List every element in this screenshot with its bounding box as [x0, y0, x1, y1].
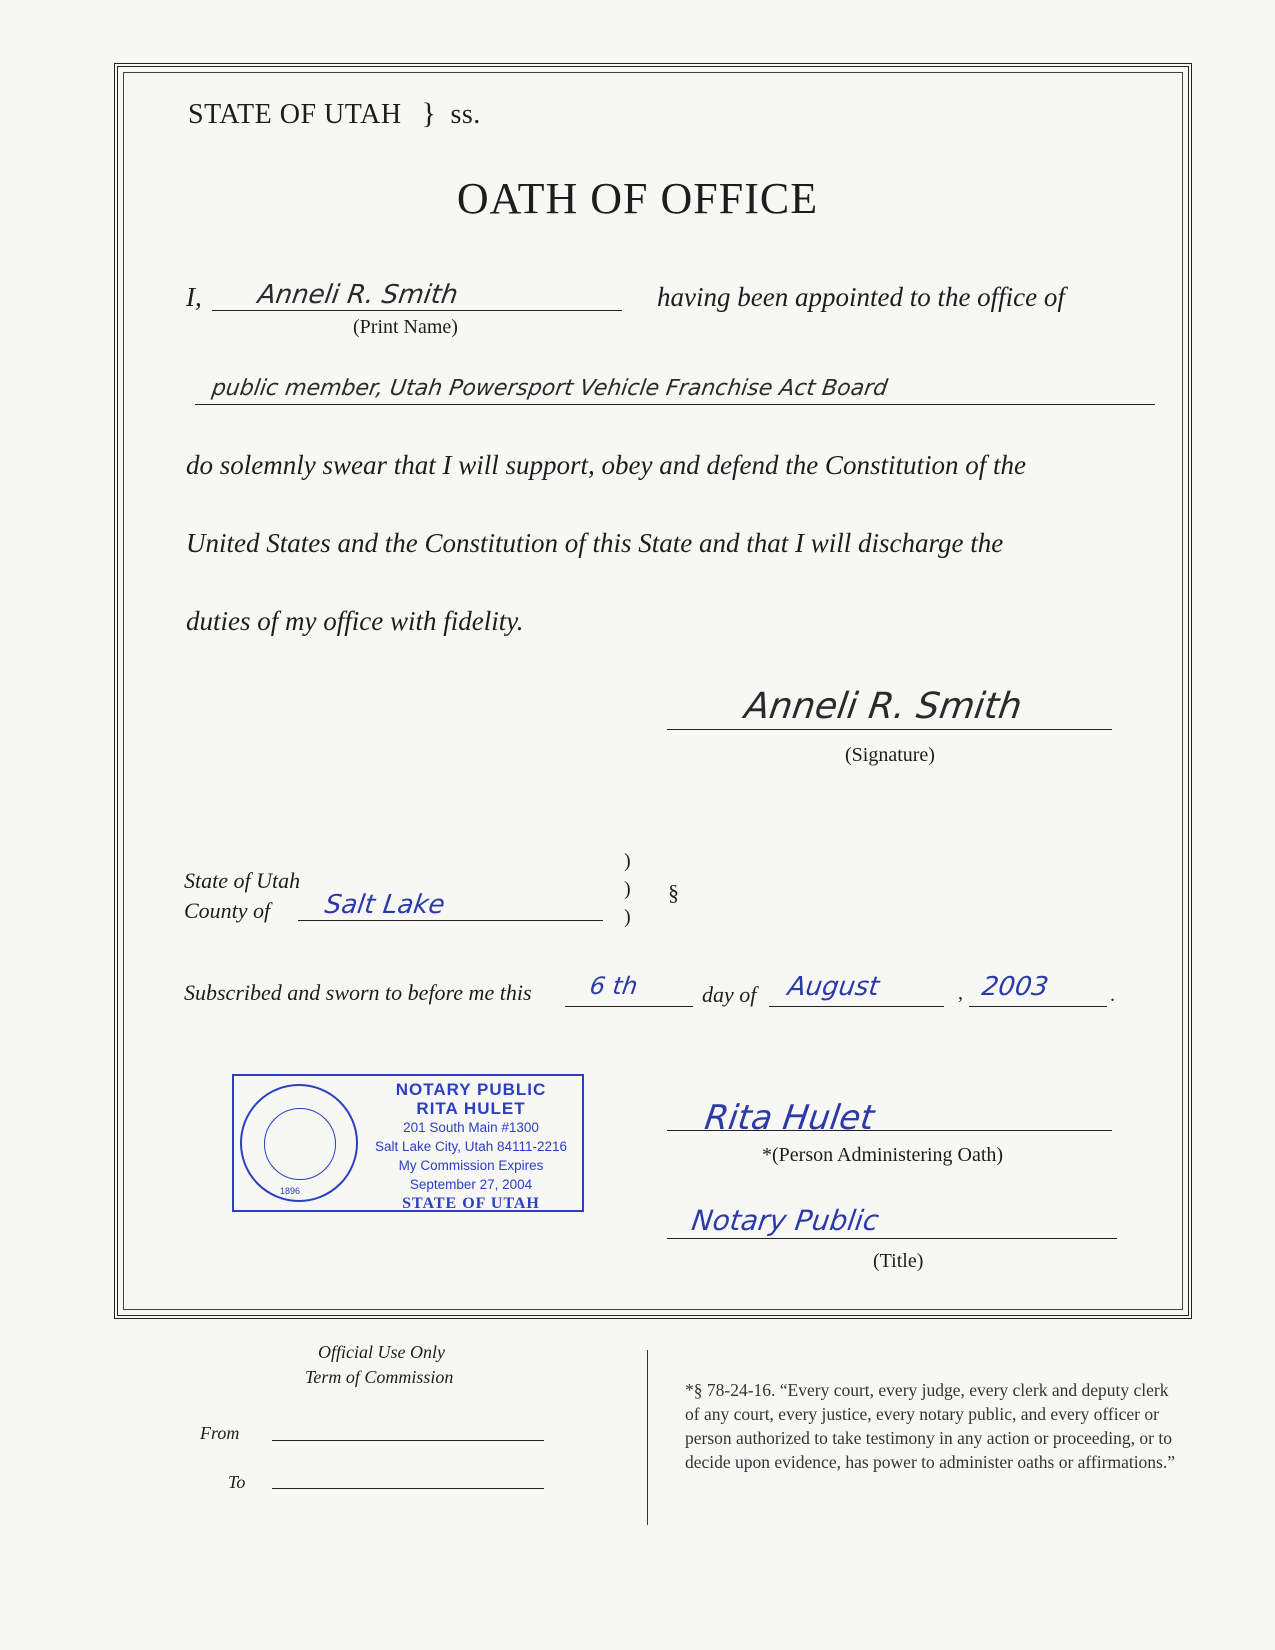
stamp-line-7: STATE OF UTAH [402, 1195, 540, 1212]
administering-signature: Rita Hulet [702, 1098, 877, 1138]
footer-divider [647, 1350, 648, 1525]
state-name: STATE OF UTAH [188, 99, 402, 130]
month-value: August [785, 972, 882, 1002]
stamp-line-3: 201 South Main #1300 [403, 1120, 539, 1135]
title-line [667, 1238, 1117, 1239]
print-name-caption: (Print Name) [353, 316, 458, 338]
venue-county-label: County of [184, 898, 271, 923]
oath-body-line-2: United States and the Constitution of this State and that I will discharge the [186, 528, 1004, 558]
appointed-text: having been appointed to the office of [657, 282, 1065, 312]
ss-label: ss. [450, 99, 481, 130]
stamp-line-4: Salt Lake City, Utah 84111-2216 [374, 1139, 568, 1154]
administering-line [667, 1130, 1112, 1131]
brace: } [421, 97, 437, 130]
page-title: OATH OF OFFICE [456, 174, 819, 223]
oath-body-line-1: do solemnly swear that I will support, obey and defend the Constitution of the [186, 450, 1026, 480]
notary-stamp [232, 1074, 584, 1212]
paren-2: ) [624, 878, 631, 900]
official-heading-2: Term of Commission [305, 1367, 454, 1387]
office-line [195, 404, 1155, 405]
paren-1: ) [624, 850, 631, 872]
section-symbol: § [668, 880, 679, 905]
state-seal [240, 1084, 358, 1202]
county-line [298, 920, 603, 921]
seal-year: 1896 [280, 1186, 301, 1196]
oath-body-line-3: duties of my office with fidelity. [186, 606, 524, 636]
official-heading-1: Official Use Only [318, 1342, 445, 1362]
stamp-line-5: My Commission Expires [398, 1158, 544, 1173]
stamp-line-6: September 27, 2004 [409, 1177, 533, 1192]
venue-state-label: State of Utah [184, 868, 301, 893]
month-line [769, 1006, 944, 1007]
signature-line [667, 729, 1112, 730]
stamp-line-1: NOTARY PUBLIC [395, 1080, 547, 1099]
from-line [272, 1440, 544, 1441]
day-line [565, 1006, 693, 1007]
signature-value: Anneli R. Smith [742, 686, 1025, 727]
year-value: 2003 [979, 972, 1051, 1002]
office-value: public member, Utah Powersport Vehicle Franchise Act Board [210, 376, 890, 401]
day-of-label: day of [702, 982, 757, 1007]
to-line [272, 1488, 544, 1489]
signature-caption: (Signature) [845, 744, 935, 766]
title-value: Notary Public [689, 1204, 881, 1237]
stamp-line-2: RITA HULET [416, 1099, 526, 1118]
to-label: To [228, 1472, 246, 1492]
county-value: Salt Lake [322, 890, 447, 920]
administering-caption: *(Person Administering Oath) [762, 1144, 1004, 1166]
day-value: 6 th [588, 972, 640, 1000]
i-label: I, [186, 282, 202, 312]
paren-3: ) [624, 906, 631, 928]
title-caption: (Title) [873, 1250, 924, 1272]
from-label: From [200, 1423, 240, 1443]
subscribed-prefix: Subscribed and sworn to before me this [184, 980, 532, 1005]
print-name-line [212, 310, 622, 311]
comma: , [958, 982, 963, 1004]
state-header [188, 97, 481, 131]
period: . [1110, 984, 1115, 1006]
statute-footnote: *§ 78-24-16. “Every court, every judge, every clerk and deputy clerk of any court, every justice, every notary public, and every officer or person authorized to take testimony in any action or proceeding, or to decide upon evidence, has power to administer oaths or affirmations.” [685, 1380, 1176, 1472]
print-name-value: Anneli R. Smith [255, 280, 460, 310]
year-line [969, 1006, 1107, 1007]
